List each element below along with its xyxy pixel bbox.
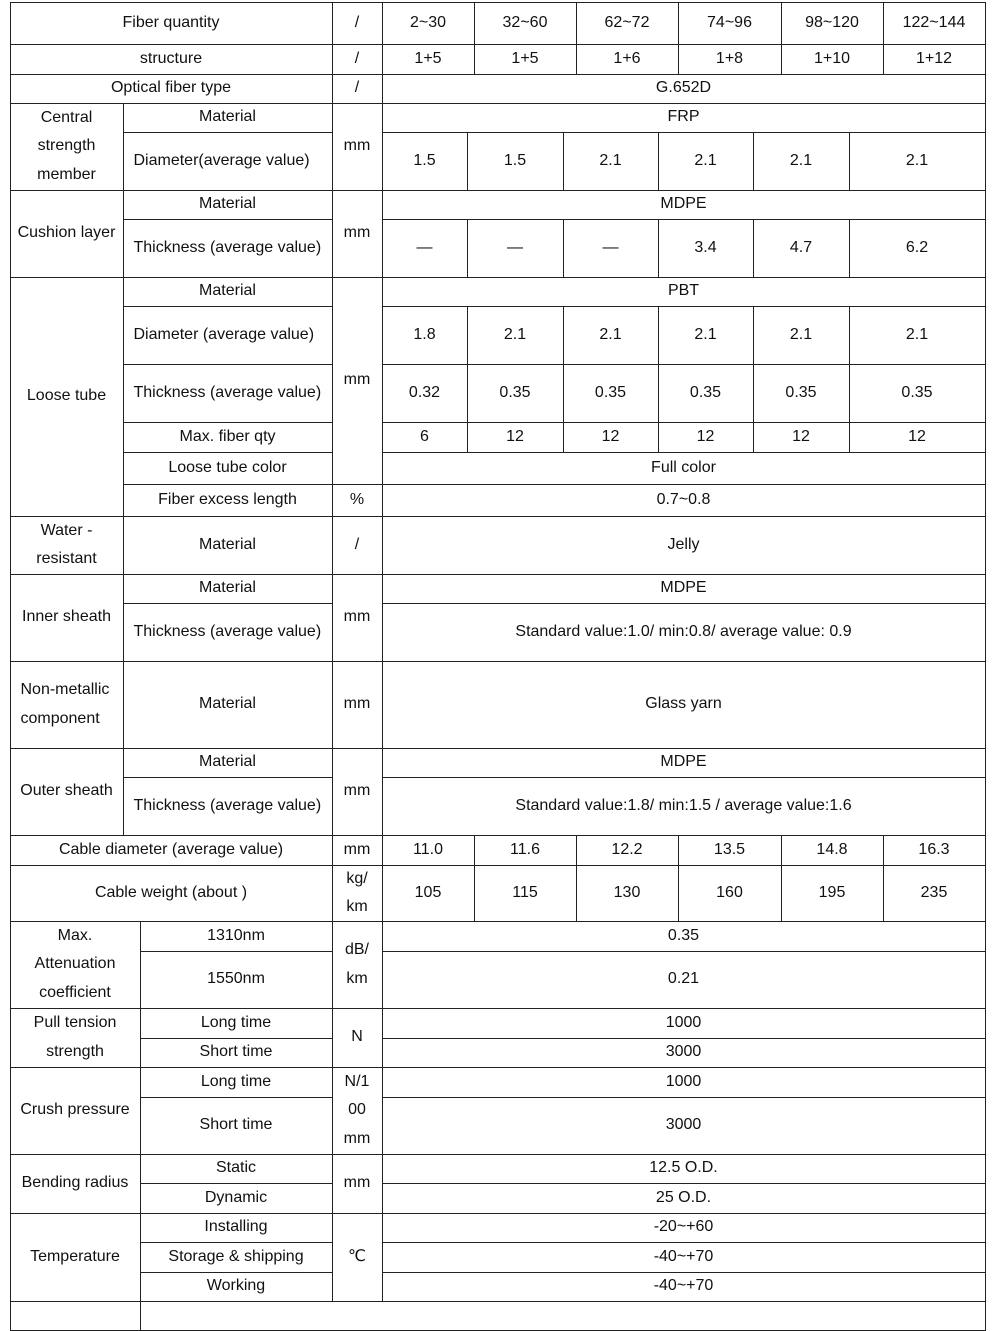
- cell-crush-long: [140, 1067, 333, 1098]
- cell-text: mm: [343, 695, 371, 713]
- cell-header-fiber-quantity-2: [576, 2, 679, 45]
- cell-text: mm: [343, 137, 371, 155]
- cell-crush-label: [10, 1067, 141, 1155]
- cell-text: Standard value:1.0/ min:0.8/ average value: 0.9: [515, 622, 852, 640]
- cell-nonmetal-material: [382, 661, 986, 749]
- cell-crush-v-long: [382, 1067, 986, 1098]
- cell-loose-thickness-4: [753, 364, 850, 423]
- cell-loose-maxqty-5: [849, 422, 986, 453]
- cell-attenuation-v1: [382, 921, 986, 952]
- cell-water-material: [382, 516, 986, 575]
- cell-header-structure-5: [883, 44, 986, 75]
- cell-text: 130: [613, 883, 641, 901]
- cell-nonmetal-label: [10, 661, 124, 749]
- cell-cushion-unit: [332, 190, 383, 278]
- cell-text: N/1 00 mm: [343, 1072, 371, 1147]
- cell-text: PBT: [667, 282, 700, 300]
- cell-cable-weight-unit: [332, 865, 383, 922]
- cell-loose-diameter-label: [123, 306, 333, 365]
- cell-text: Material: [199, 195, 256, 213]
- table-cell: [10, 1301, 141, 1331]
- cell-text: 6.2: [905, 238, 929, 256]
- cell-text: 62~72: [604, 13, 650, 31]
- cell-text: Dynamic: [204, 1188, 268, 1206]
- cell-text: 4.7: [789, 238, 813, 256]
- cell-cable-diameter-values-2: [576, 835, 679, 866]
- cell-central-diameter-label: [123, 132, 333, 191]
- cell-outer-thickness-label: [123, 777, 333, 836]
- cell-text: Loose tube: [26, 387, 107, 405]
- cell-outer-material-label: [123, 748, 333, 778]
- cell-text: 0.35: [785, 383, 817, 401]
- cell-bending-label: [10, 1154, 141, 1214]
- cell-text: 1+10: [813, 49, 851, 67]
- cell-attenuation-label: [10, 921, 141, 1009]
- cell-text: N: [351, 1028, 363, 1046]
- cell-temperature-working: [140, 1272, 333, 1302]
- cell-text: 12.5 O.D.: [649, 1159, 718, 1177]
- cell-central-material-label: [123, 103, 333, 133]
- cell-loose-maxqty-2: [563, 422, 659, 453]
- cell-outer-label: [10, 748, 124, 836]
- cell-loose-material-label: [123, 277, 333, 307]
- cell-text: Bending radius: [21, 1174, 129, 1192]
- cell-text: 98~120: [805, 13, 859, 31]
- cell-text: mm: [343, 608, 371, 626]
- cell-text: 6: [420, 427, 429, 445]
- cell-text: 2.1: [789, 325, 813, 343]
- cell-text: Material: [199, 695, 256, 713]
- cell-header-structure-0: [382, 44, 475, 75]
- cell-inner-label: [10, 574, 124, 662]
- cell-text: Material: [199, 282, 256, 300]
- cell-text: 1.5: [413, 151, 436, 169]
- cell-bending-dynamic: [140, 1183, 333, 1214]
- cell-text: Crush pressure: [20, 1101, 130, 1119]
- cell-text: Glass yarn: [645, 695, 722, 713]
- cell-text: Short time: [199, 1116, 273, 1134]
- cell-inner-thickness-label: [123, 603, 333, 662]
- cell-text: 1.5: [503, 151, 527, 169]
- cell-text: Cable weight (about ): [94, 883, 248, 901]
- cell-temperature-v-working: [382, 1272, 986, 1302]
- cell-pull-v-short: [382, 1038, 986, 1068]
- cell-text: dB/ km: [344, 941, 369, 987]
- cell-text: 12: [792, 427, 810, 445]
- cell-cable-weight-values-3: [678, 865, 782, 922]
- cell-text: —: [602, 238, 619, 256]
- cell-outer-thickness: [382, 777, 986, 836]
- cell-cushion-thickness-1: [467, 219, 564, 278]
- cell-text: Installing: [204, 1218, 268, 1236]
- cell-loose-excess: [382, 484, 986, 517]
- cell-cable-diameter-values-0: [382, 835, 475, 866]
- cell-text: Short time: [199, 1043, 273, 1061]
- cell-outer-unit: [332, 748, 383, 836]
- cell-inner-material: [382, 574, 986, 604]
- cell-text: -40~+70: [653, 1247, 714, 1265]
- cell-loose-thickness-2: [563, 364, 659, 423]
- cell-cable-weight-label: [10, 865, 333, 922]
- cell-text: 0.35: [667, 926, 700, 944]
- cell-text: 2~30: [409, 13, 447, 31]
- cell-header-fiber-type-unit: [332, 74, 383, 104]
- cell-text: 115: [512, 883, 538, 901]
- cell-text: 16.3: [918, 840, 950, 858]
- cell-bending-static: [140, 1154, 333, 1184]
- cell-text: 122~144: [902, 13, 966, 31]
- cell-loose-color-label: [123, 452, 333, 485]
- cell-text: Storage & shipping: [168, 1247, 304, 1265]
- cell-text: Thickness (average value): [133, 238, 322, 256]
- cell-text: Diameter (average value): [133, 325, 315, 343]
- cell-text: MDPE: [660, 753, 707, 771]
- cell-header-structure-unit: [332, 44, 383, 75]
- cell-text: Inner sheath: [22, 608, 111, 626]
- cell-text: 1+8: [715, 49, 744, 67]
- cell-text: Material: [199, 753, 256, 771]
- cell-loose-maxqty-label: [123, 422, 333, 453]
- cell-header-fiber-quantity-label: [10, 2, 333, 45]
- cell-cable-diameter-values-1: [474, 835, 577, 866]
- cell-text: 2.1: [789, 151, 813, 169]
- cell-temperature-v-installing: [382, 1213, 986, 1243]
- cell-cable-diameter-values-4: [781, 835, 884, 866]
- cell-cable-diameter-values-3: [678, 835, 782, 866]
- table-cell: [140, 1301, 986, 1331]
- cell-text: -40~+70: [653, 1277, 714, 1295]
- cell-cable-diameter-label: [10, 835, 333, 866]
- cell-text: 2.1: [694, 151, 717, 169]
- cell-cable-weight-values-5: [883, 865, 986, 922]
- cell-text: Cable diameter (average value): [58, 840, 284, 858]
- cell-text: 11.6: [510, 840, 540, 858]
- cell-text: kg/ km: [346, 869, 368, 915]
- cell-text: Static: [215, 1159, 256, 1177]
- cell-temperature-storage: [140, 1242, 333, 1273]
- cell-text: %: [349, 490, 365, 508]
- cell-text: 14.8: [816, 840, 848, 858]
- cell-text: 1000: [665, 1013, 702, 1031]
- cell-text: 2.1: [503, 325, 527, 343]
- cell-text: 0.35: [499, 383, 531, 401]
- cell-loose-excess-unit: [332, 484, 383, 517]
- cell-text: Loose tube color: [168, 458, 287, 476]
- cell-loose-maxqty-4: [753, 422, 850, 453]
- cell-text: MDPE: [660, 579, 707, 597]
- cell-text: Material: [199, 108, 256, 126]
- cell-central-diameter-4: [753, 132, 850, 191]
- cell-loose-thickness-1: [467, 364, 564, 423]
- cell-text: 3000: [665, 1116, 702, 1134]
- cell-text: 25 O.D.: [655, 1188, 712, 1206]
- cell-header-fiber-type-label: [10, 74, 333, 104]
- cell-central-material: [382, 103, 986, 133]
- cell-loose-thickness-5: [849, 364, 986, 423]
- cell-water-unit: [332, 516, 383, 575]
- cell-text: mm: [343, 371, 371, 389]
- cell-nonmetal-unit: [332, 661, 383, 749]
- cell-cushion-thickness-label: [123, 219, 333, 278]
- cell-text: Fiber excess length: [158, 490, 297, 508]
- cell-text: 13.5: [713, 840, 746, 858]
- cell-header-structure-1: [474, 44, 577, 75]
- cell-bending-unit: [332, 1154, 383, 1214]
- cell-pull-label: [10, 1008, 141, 1068]
- cell-cushion-thickness-0: [382, 219, 468, 278]
- cell-crush-v-short: [382, 1097, 986, 1155]
- cell-text: 105: [414, 883, 442, 901]
- cell-inner-unit: [332, 574, 383, 662]
- cell-cable-weight-values-1: [474, 865, 577, 922]
- cell-header-fiber-quantity-5: [883, 2, 986, 45]
- cell-text: 0.35: [901, 383, 933, 401]
- cell-text: /: [354, 535, 360, 553]
- cell-text: 12.2: [611, 840, 643, 858]
- cell-text: Pull tension strength: [33, 1014, 117, 1060]
- cell-header-fiber-quantity-4: [781, 2, 884, 45]
- cell-text: Temperature: [30, 1247, 120, 1265]
- cell-cushion-thickness-5: [849, 219, 986, 278]
- cell-cushion-thickness-3: [658, 219, 754, 278]
- cell-text: Full color: [651, 458, 716, 476]
- cell-text: Working: [206, 1277, 266, 1295]
- cell-loose-diameter-5: [849, 306, 986, 365]
- cell-loose-diameter-0: [382, 306, 468, 365]
- cell-text: 235: [920, 883, 948, 901]
- cell-loose-thickness-label: [123, 364, 333, 423]
- cell-water-material-label: [123, 516, 333, 575]
- cell-cable-diameter-values-5: [883, 835, 986, 866]
- cell-text: 3000: [665, 1043, 702, 1061]
- cell-text: Cushion layer: [17, 224, 116, 242]
- cell-header-structure-4: [781, 44, 884, 75]
- cell-text: 11.0: [413, 840, 443, 858]
- cell-text: Standard value:1.8/ min:1.5 / average value:1.6: [515, 796, 852, 814]
- cell-text: —: [507, 238, 523, 256]
- cell-outer-material: [382, 748, 986, 778]
- cell-attenuation-unit: [332, 921, 383, 1009]
- cell-cushion-thickness-4: [753, 219, 850, 278]
- cell-text: 0.32: [408, 383, 441, 401]
- cell-text: 160: [716, 883, 743, 901]
- cell-text: G.652D: [655, 79, 712, 97]
- cell-text: 2.1: [694, 325, 717, 343]
- cell-loose-diameter-1: [467, 306, 564, 365]
- cell-pull-short: [140, 1038, 333, 1068]
- cell-crush-short: [140, 1097, 333, 1155]
- cell-crush-unit: [332, 1067, 383, 1155]
- cell-cable-diameter-unit: [332, 835, 383, 866]
- cell-text: Thickness (average value): [133, 796, 322, 814]
- cell-loose-thickness-3: [658, 364, 754, 423]
- cell-header-fiber-quantity-1: [474, 2, 577, 45]
- cell-central-diameter-0: [382, 132, 468, 191]
- cell-text: 0.7~0.8: [656, 490, 711, 508]
- cell-text: 32~60: [502, 13, 548, 31]
- cell-attenuation-w1: [140, 921, 333, 952]
- cell-text: Non-metallic component: [20, 681, 110, 727]
- cell-inner-material-label: [123, 574, 333, 604]
- cell-text: Fiber quantity: [122, 13, 220, 31]
- cell-text: 2.1: [599, 151, 622, 169]
- cell-text: Long time: [200, 1072, 272, 1090]
- cell-pull-unit: [332, 1008, 383, 1068]
- cell-text: —: [416, 238, 433, 256]
- cell-cable-weight-values-2: [576, 865, 679, 922]
- cell-text: 2.1: [905, 151, 929, 169]
- cell-loose-diameter-4: [753, 306, 850, 365]
- cell-inner-thickness: [382, 603, 986, 662]
- cell-text: structure: [139, 49, 203, 67]
- cell-cable-weight-values-0: [382, 865, 475, 922]
- cell-bending-v-dynamic: [382, 1183, 986, 1214]
- cell-text: 1+12: [915, 49, 953, 67]
- cell-central-diameter-2: [563, 132, 659, 191]
- cell-text: 1+5: [414, 49, 442, 67]
- cell-text: 0.35: [689, 383, 722, 401]
- cell-loose-excess-label: [123, 484, 333, 517]
- cell-text: Max. Attenuation coefficient: [34, 926, 116, 1001]
- cell-text: 2.1: [905, 325, 929, 343]
- cell-text: 0.21: [667, 970, 700, 988]
- cell-text: 12: [601, 427, 620, 445]
- cell-text: Thickness (average value): [133, 622, 322, 640]
- cell-text: 3.4: [694, 238, 717, 256]
- cell-header-structure-3: [678, 44, 782, 75]
- cell-text: 2.1: [599, 325, 622, 343]
- cell-text: Diameter(average value): [133, 151, 310, 169]
- cell-text: ℃: [348, 1247, 366, 1265]
- cell-header-fiber-quantity-0: [382, 2, 475, 45]
- cell-loose-material: [382, 277, 986, 307]
- cell-text: Long time: [200, 1013, 272, 1031]
- cell-text: 1+6: [613, 49, 641, 67]
- cell-text: 195: [818, 883, 846, 901]
- cell-temperature-label: [10, 1213, 141, 1302]
- cell-text: Optical fiber type: [110, 79, 232, 97]
- cell-nonmetal-material-label: [123, 661, 333, 749]
- cell-cushion-material: [382, 190, 986, 220]
- cell-text: 12: [908, 427, 926, 445]
- cell-loose-thickness-0: [382, 364, 468, 423]
- cell-text: -20~+60: [653, 1218, 714, 1236]
- cell-text: 1.8: [413, 325, 436, 343]
- cell-bending-v-static: [382, 1154, 986, 1184]
- cell-header-fiber-quantity-3: [678, 2, 782, 45]
- cell-text: Thickness (average value): [133, 383, 322, 401]
- cell-temperature-installing: [140, 1213, 333, 1243]
- cell-header-fiber-quantity-unit: [332, 2, 383, 45]
- cell-central-unit: [332, 103, 383, 191]
- cell-header-structure-label: [10, 44, 333, 75]
- cell-text: /: [354, 49, 360, 67]
- cell-attenuation-v2: [382, 951, 986, 1009]
- cell-cable-weight-values-4: [781, 865, 884, 922]
- cell-text: mm: [343, 840, 371, 858]
- cell-text: mm: [343, 224, 371, 242]
- cell-text: MDPE: [660, 195, 707, 213]
- cell-text: 74~96: [707, 13, 752, 31]
- cell-attenuation-w2: [140, 951, 333, 1009]
- cell-text: mm: [343, 782, 371, 800]
- cell-loose-label: [10, 277, 124, 517]
- cell-central-diameter-3: [658, 132, 754, 191]
- cell-pull-v-long: [382, 1008, 986, 1039]
- cell-text: Jelly: [667, 535, 700, 553]
- cell-loose-maxqty-3: [658, 422, 754, 453]
- cell-text: Material: [199, 579, 256, 597]
- cell-text: 1+5: [511, 49, 539, 67]
- cell-text: Central strength member: [37, 108, 96, 183]
- cell-loose-maxqty-1: [467, 422, 564, 453]
- cell-text: /: [354, 13, 360, 31]
- cell-loose-diameter-2: [563, 306, 659, 365]
- cell-text: 12: [506, 427, 524, 445]
- cell-text: /: [354, 79, 360, 97]
- cell-text: FRP: [667, 108, 700, 126]
- cell-loose-color: [382, 452, 986, 485]
- cell-text: 1000: [665, 1072, 702, 1090]
- cell-text: Water -resistant: [36, 521, 97, 567]
- cell-text: Outer sheath: [20, 782, 113, 800]
- cell-cushion-thickness-2: [563, 219, 659, 278]
- cell-loose-maxqty-0: [382, 422, 468, 453]
- cell-header-fiber-type: [382, 74, 986, 104]
- cell-central-diameter-5: [849, 132, 986, 191]
- cell-loose-unit: [332, 277, 383, 485]
- cell-text: 12: [696, 427, 715, 445]
- cell-text: Max. fiber qty: [179, 427, 276, 445]
- cell-temperature-unit: [332, 1213, 383, 1302]
- cell-central-diameter-1: [467, 132, 564, 191]
- cell-water-label: [10, 516, 124, 575]
- cell-header-structure-2: [576, 44, 679, 75]
- cell-text: mm: [343, 1174, 371, 1192]
- cell-text: 1310nm: [207, 926, 265, 944]
- cell-central-label: [10, 103, 124, 191]
- cell-cushion-material-label: [123, 190, 333, 220]
- cell-temperature-v-storage: [382, 1242, 986, 1273]
- cell-text: 0.35: [594, 383, 627, 401]
- cell-text: Material: [199, 535, 256, 553]
- cell-text: 1550nm: [207, 970, 265, 988]
- cell-pull-long: [140, 1008, 333, 1039]
- cell-loose-diameter-3: [658, 306, 754, 365]
- cell-cushion-label: [10, 190, 124, 278]
